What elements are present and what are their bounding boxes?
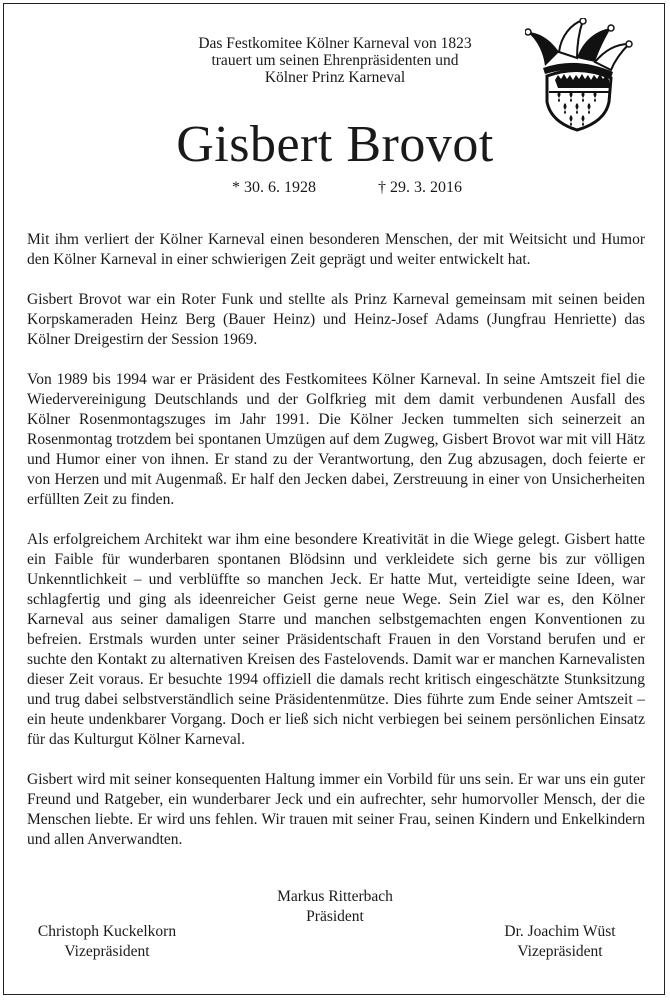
header-line-2: trauert um seinen Ehrenpräsidenten und bbox=[211, 52, 459, 69]
obituary-body bbox=[27, 230, 645, 870]
signature-vice-president-left bbox=[22, 922, 192, 962]
death-date: † 29. 3. 2016 bbox=[378, 179, 462, 196]
paragraph-5: Gisbert wird mit seiner konsequenten Haltung immer ein Vorbild für uns sein. Er war uns ein guter Freund und Ratgeber, ein wunderbarer Jeck und ein aufrechter, sehr humorvoller Mensch, der die Menschen liebte. Er wird uns fehlen. Wir trauen mit seiner Frau, seinen Kindern und Enkelkindern und allen Anverwandten. bbox=[27, 771, 645, 848]
signature-title: Präsident bbox=[306, 908, 364, 925]
deceased-name: Gisbert Brovot bbox=[176, 116, 494, 173]
header-line-1: Das Festkomitee Kölner Karneval von 1823 bbox=[198, 35, 472, 52]
signature-title: Vizepräsident bbox=[64, 943, 150, 960]
header-text bbox=[95, 35, 575, 86]
paragraph-3: Von 1989 bis 1994 war er Präsident des Festkomitees Kölner Karneval. In seine Amtszeit fiel die Wiedervereinigung Deutschlands und der Golfkrieg mit dem damit verbundenen Ausfall des Kölner Rosenmontagszuges im Jahr 1991. Die Kölner Jecken tummelten sich seinerzeit an Rosenmontag trotzdem bei spontanen Umzügen auf dem Zugweg, Gisbert Brovot war mit vill Hätz und Humor einer von ihnen. Er stand zu der Verantwortung, den Zug abzusagen, doch feierte er von Herzen und mit Augenmaß. Er half den Jecken dabei, Zerstreuung in einer von Unsicherheiten erfüllten Zeit zu finden. bbox=[27, 371, 645, 508]
signature-title: Vizepräsident bbox=[517, 943, 603, 960]
paragraph-2: Gisbert Brovot war ein Roter Funk und stellte als Prinz Karneval gemeinsam mit seinen beiden Korpskameraden Heinz Berg (Bauer Heinz) und Heinz-Josef Adams (Jungfrau Henriette) das Kölner Dreigestirn der Session 1969. bbox=[27, 291, 645, 348]
birth-date: * 30. 6. 1928 bbox=[232, 179, 316, 196]
paragraph-4: Als erfolgreichem Architekt war ihm eine besondere Kreativität in die Wiege gelegt. Gisbert hatte ein Faible für wunderbaren spontanen Blödsinn und verkleidete sich gerne bis zur völligen Unkenntlichkeit – und verblüffte so manchen Jeck. Er hatte Mut, verteidigte seine Ideen, war schlagfertig und ging als ideenreicher Geist gerne neue Wege. Sein Ziel war es, den Kölner Karneval aus seiner damaligen Starre und manchen selbstgemachten engen Konventionen zu befreien. Erstmals wurden unter seiner Präsidentschaft Frauen in den Vorstand berufen und er suchte den Kontakt zu alternativen Kreisen des Fastelovends. Damit war er manchen Karnevalisten dieser Zeit voraus. Er besuchte 1994 offiziell die damals recht kritisch eingeschätzte Stunksitzung und trug dabei selbstverständlich seine Präsidentenmütze. Dies führte zum Ende seiner Amtszeit – ein heute undenkbarer Vorgang. Doch er ließ sich nicht verbiegen bei seinem persönlichen Einsatz für das Kulturgut Kölner Karneval. bbox=[27, 531, 645, 748]
signature-name: Dr. Joachim Wüst bbox=[504, 923, 616, 940]
signature-name: Markus Ritterbach bbox=[277, 888, 393, 905]
signature-president bbox=[235, 887, 435, 927]
signature-name: Christoph Kuckelkorn bbox=[37, 923, 177, 940]
header-line-3: Kölner Prinz Karneval bbox=[264, 69, 406, 86]
paragraph-1: Mit ihm verliert der Kölner Karneval einen besonderen Menschen, der mit Weitsicht und Humor den Kölner Karneval in einer schwierigen Zeit geprägt und weiter entwickelt hat. bbox=[27, 231, 645, 268]
signature-vice-president-right bbox=[470, 922, 650, 962]
